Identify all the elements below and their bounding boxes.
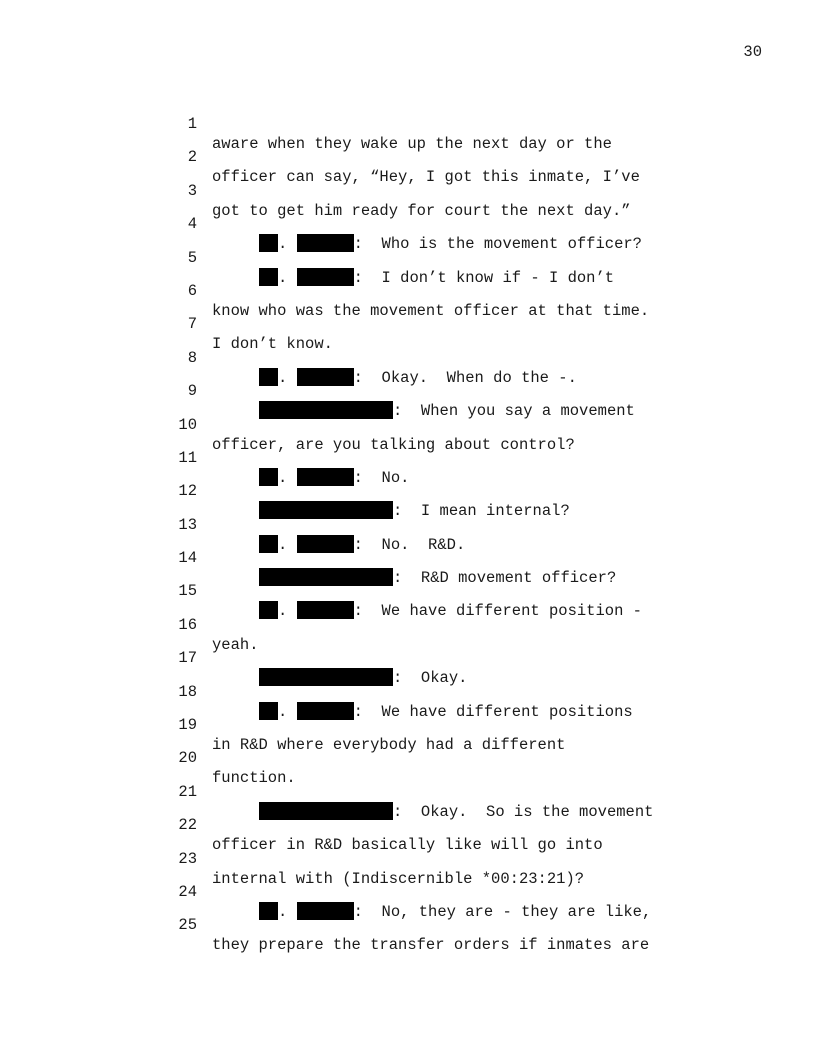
transcript-line	[0, 261, 816, 320]
speaker-separator: :	[393, 669, 403, 688]
speaker-separator: :	[353, 702, 363, 721]
line-text: Okay.	[402, 669, 468, 688]
speaker-separator: :	[353, 235, 363, 254]
line-text: yeah.	[212, 635, 259, 654]
transcript-line	[0, 328, 816, 387]
line-number: 10	[178, 415, 197, 434]
transcript-line	[0, 695, 816, 755]
title-dot: .	[278, 535, 288, 554]
transcript-line	[0, 228, 816, 287]
transcript-line	[0, 161, 816, 220]
line-number: 9	[187, 382, 197, 401]
transcript-line	[0, 428, 816, 487]
line-number: 17	[178, 649, 197, 668]
line-text: Okay. When do the -.	[362, 368, 577, 387]
line-number: 12	[178, 482, 197, 501]
line-text: No.	[362, 468, 410, 487]
line-number: 5	[187, 248, 197, 267]
transcript-body	[0, 94, 816, 955]
line-text: We have different position -	[362, 602, 642, 621]
transcript-line	[0, 495, 816, 554]
line-text: they prepare the transfer orders if inmates are	[212, 936, 650, 955]
line-text: Who is the movement officer?	[362, 235, 642, 254]
line-text: When you say a movement	[402, 402, 635, 421]
line-text: aware when they wake up the next day or the	[212, 135, 612, 153]
transcript-line	[0, 829, 816, 888]
speaker-separator: :	[353, 468, 363, 487]
line-number: 1	[187, 115, 197, 133]
title-dot: .	[278, 235, 288, 254]
line-number: 6	[187, 281, 197, 300]
line-number: 18	[178, 682, 197, 701]
line-number: 3	[187, 181, 197, 200]
line-number: 23	[178, 849, 197, 868]
title-dot: .	[278, 368, 288, 387]
transcript-line	[0, 795, 816, 855]
line-number: 8	[187, 348, 197, 367]
line-number: 2	[187, 148, 197, 167]
line-text: in R&D where everybody had a different	[212, 736, 566, 755]
speaker-separator: :	[353, 602, 363, 621]
line-number: 16	[178, 615, 197, 634]
line-number: 14	[178, 549, 197, 568]
line-text: Okay. So is the movement	[402, 802, 654, 821]
line-number: 22	[178, 816, 197, 835]
page-number: 30	[743, 43, 762, 61]
transcript-line	[0, 395, 816, 454]
line-text: I don’t know.	[212, 335, 333, 354]
line-text: officer can say, “Hey, I got this inmate, I’ve	[212, 168, 640, 187]
title-dot: .	[278, 602, 288, 621]
speaker-separator: :	[353, 902, 363, 921]
line-text: No. R&D.	[362, 535, 466, 554]
transcript-line	[0, 361, 816, 421]
transcript-line	[0, 728, 816, 788]
transcript-line	[0, 762, 816, 821]
line-text: function.	[212, 769, 296, 788]
transcript-line	[0, 662, 816, 721]
line-number: 11	[178, 448, 197, 467]
speaker-separator: :	[353, 535, 363, 554]
transcript-line	[0, 294, 816, 354]
line-number: 15	[178, 582, 197, 601]
line-text: We have different positions	[362, 702, 633, 721]
speaker-separator: :	[393, 502, 403, 521]
line-number: 4	[187, 215, 197, 234]
line-text: internal with (Indiscernible *00:23:21)?	[212, 869, 585, 888]
transcript-line	[0, 628, 816, 688]
speaker-separator: :	[353, 368, 363, 387]
line-text: R&D movement officer?	[402, 569, 617, 588]
title-dot: .	[278, 902, 288, 921]
title-dot: .	[278, 268, 288, 287]
title-dot: .	[278, 702, 288, 721]
title-dot: .	[278, 468, 288, 487]
line-number: 24	[178, 882, 197, 901]
speaker-separator: :	[353, 268, 363, 287]
transcript-line	[0, 561, 816, 621]
line-text: know who was the movement officer at that time.	[212, 301, 650, 320]
speaker-separator: :	[393, 402, 403, 421]
speaker-separator: :	[393, 569, 403, 588]
transcript-line	[0, 94, 816, 153]
line-text: officer, are you talking about control?	[212, 435, 575, 454]
transcript-line	[0, 194, 816, 254]
transcript-line	[0, 127, 816, 187]
transcript-line	[0, 862, 816, 921]
line-text: No, they are - they are like,	[362, 902, 652, 921]
line-number: 21	[178, 782, 197, 801]
transcript-line	[0, 595, 816, 654]
line-text: I don’t know if - I don’t	[362, 268, 615, 287]
line-number: 25	[178, 916, 197, 935]
line-text: I mean internal?	[402, 502, 570, 521]
line-number: 20	[178, 749, 197, 768]
speaker-separator: :	[393, 802, 403, 821]
line-text: got to get him ready for court the next day.”	[212, 201, 631, 220]
transcript-line	[0, 895, 816, 955]
line-number: 7	[187, 315, 197, 334]
line-number: 13	[178, 515, 197, 534]
transcript-line	[0, 528, 816, 588]
transcript-line	[0, 461, 816, 521]
line-number: 19	[178, 716, 197, 735]
line-text: officer in R&D basically like will go into	[212, 836, 603, 855]
